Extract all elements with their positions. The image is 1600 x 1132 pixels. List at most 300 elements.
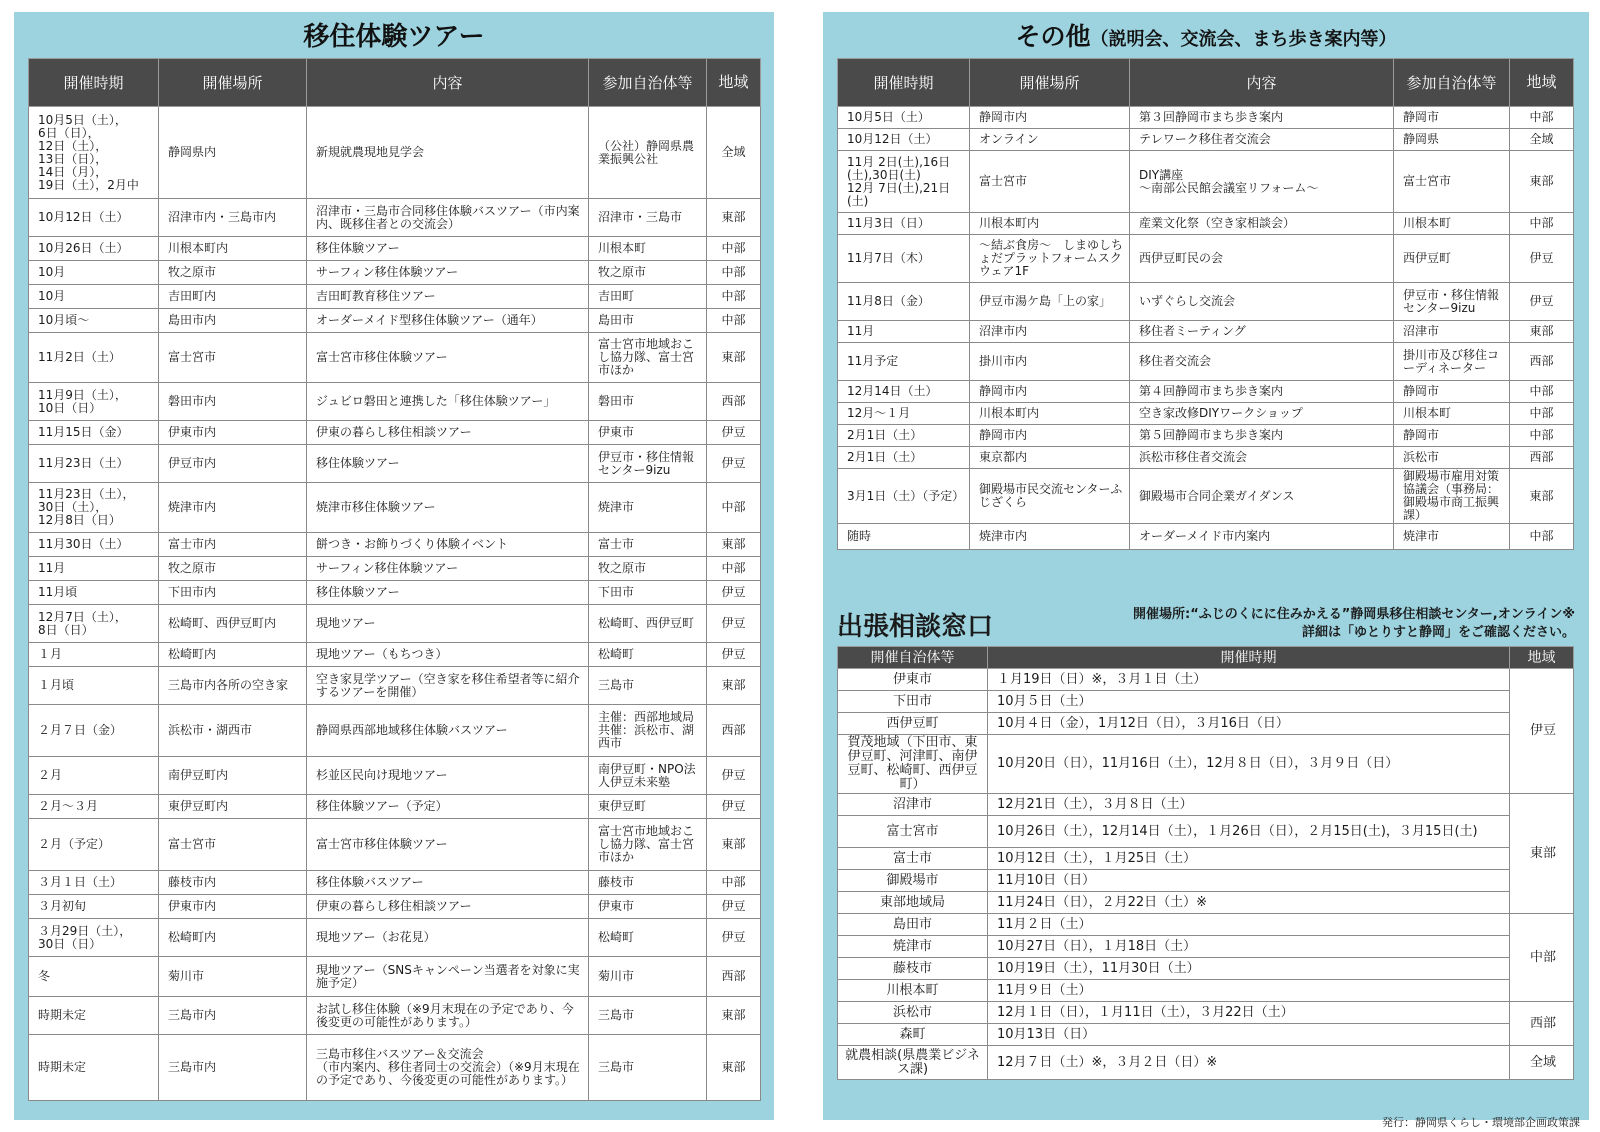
tour-place: 三島市内各所の空き家 — [159, 667, 307, 705]
tour-region: 中部 — [707, 309, 761, 333]
event-row — [838, 425, 1574, 447]
event-row — [838, 381, 1574, 403]
event-row — [838, 283, 1574, 321]
tour-content: 移住体験バスツアー — [307, 871, 589, 895]
other-title-main: その他 — [1015, 22, 1091, 51]
tour-date: 10月26日（土） — [29, 237, 159, 261]
tour-content: 富士宮市移住体験ツアー — [307, 333, 589, 383]
event-org: 静岡県 — [1394, 129, 1510, 151]
consult-muni: 下田市 — [838, 691, 988, 713]
event-place: 掛川市内 — [970, 343, 1130, 381]
event-place: 静岡市内 — [970, 107, 1130, 129]
tour-place: 浜松市・湖西市 — [159, 705, 307, 757]
tour-org: 三島市 — [589, 997, 707, 1035]
tour-org: 伊東市 — [589, 895, 707, 919]
tour-org: 焼津市 — [589, 483, 707, 533]
tour-content: お試し移住体験（※9月末現在の予定であり、今後変更の可能性があります。） — [307, 997, 589, 1035]
event-place: 川根本町内 — [970, 403, 1130, 425]
consult-dates: 10月12日（土），１月25日（土） — [988, 848, 1510, 870]
tour-place: 南伊豆町内 — [159, 757, 307, 795]
tour-org: 川根本町 — [589, 237, 707, 261]
tour-region: 中部 — [707, 237, 761, 261]
tour-date: 冬 — [29, 957, 159, 997]
consult-note-line2: 詳細は「ゆとりすと静岡」をご確認ください。 — [1301, 625, 1575, 640]
tour-place: 富士宮市 — [159, 333, 307, 383]
tour-date: 11月23日（土） — [29, 445, 159, 483]
tour-row — [29, 533, 761, 557]
consult-table-header — [838, 647, 1574, 669]
tour-date: ２月 — [29, 757, 159, 795]
header-place: 開催場所 — [159, 59, 307, 107]
tour-content: 移住体験ツアー — [307, 445, 589, 483]
event-content: DIY講座 ～南部公民館会議室リフォーム～ — [1130, 151, 1394, 213]
event-table — [837, 58, 1574, 550]
tour-place: 伊東市内 — [159, 895, 307, 919]
event-row — [838, 321, 1574, 343]
event-region: 中部 — [1510, 381, 1574, 403]
tour-place: 牧之原市 — [159, 261, 307, 285]
event-org: 焼津市 — [1394, 524, 1510, 550]
event-content: 産業文化祭（空き家相談会） — [1130, 213, 1394, 235]
tour-region: 伊豆 — [707, 895, 761, 919]
tour-date: 10月 — [29, 261, 159, 285]
event-place: 焼津市内 — [970, 524, 1130, 550]
event-row — [838, 343, 1574, 381]
tour-org: 沼津市・三島市 — [589, 199, 707, 237]
consult-dates: 10月19日（土），11月30日（土） — [988, 958, 1510, 980]
tour-org: 伊豆市・移住情報センター9izu — [589, 445, 707, 483]
consult-row — [838, 1002, 1574, 1024]
event-org: 沼津市 — [1394, 321, 1510, 343]
event-date: 11月予定 — [838, 343, 970, 381]
tour-date: ２月～３月 — [29, 795, 159, 819]
event-place: 沼津市内 — [970, 321, 1130, 343]
tour-date: 11月2日（土） — [29, 333, 159, 383]
tour-org: 富士市 — [589, 533, 707, 557]
event-place: 伊豆市湯ケ島「上の家」 — [970, 283, 1130, 321]
tour-region: 伊豆 — [707, 445, 761, 483]
event-date: 2月1日（土） — [838, 447, 970, 469]
tour-table-header — [29, 59, 761, 107]
header-region: 地域 — [1510, 647, 1574, 669]
consult-row — [838, 794, 1574, 816]
consult-muni: 御殿場市 — [838, 870, 988, 892]
tour-date: 11月 — [29, 557, 159, 581]
tour-place: 富士宮市 — [159, 819, 307, 871]
event-place: オンライン — [970, 129, 1130, 151]
event-content: 御殿場市合同企業ガイダンス — [1130, 469, 1394, 524]
consult-table — [837, 646, 1574, 1080]
event-region: 全域 — [1510, 129, 1574, 151]
tour-place: 菊川市 — [159, 957, 307, 997]
consult-row — [838, 870, 1574, 892]
tour-org: 松崎町、西伊豆町 — [589, 605, 707, 643]
event-place: 東京都内 — [970, 447, 1130, 469]
tour-region: 中部 — [707, 261, 761, 285]
tour-content: 空き家見学ツアー（空き家を移住希望者等に紹介するツアーを開催） — [307, 667, 589, 705]
consult-muni: 富士宮市 — [838, 816, 988, 848]
tour-date: ３月初旬 — [29, 895, 159, 919]
event-row — [838, 524, 1574, 550]
tour-place: 静岡県内 — [159, 107, 307, 199]
event-org: 掛川市及び移住コーディネーター — [1394, 343, 1510, 381]
tour-org: （公社）静岡県農業振興公社 — [589, 107, 707, 199]
event-place: ～結ぶ食房～ しまゆしちょだプラットフォームスクウェア1F — [970, 235, 1130, 283]
consult-dates: 11月２日（土） — [988, 914, 1510, 936]
consult-muni: 富士市 — [838, 848, 988, 870]
tour-place: 沼津市内・三島市内 — [159, 199, 307, 237]
consult-dates: 11月10日（日） — [988, 870, 1510, 892]
tour-region: 東部 — [707, 199, 761, 237]
tour-place: 富士市内 — [159, 533, 307, 557]
consult-table-body — [838, 669, 1574, 1080]
event-row — [838, 235, 1574, 283]
tour-row — [29, 605, 761, 643]
tour-org: 松崎町 — [589, 643, 707, 667]
tour-content: 静岡県西部地域移住体験バスツアー — [307, 705, 589, 757]
tour-date: 10月 — [29, 285, 159, 309]
consult-muni: 焼津市 — [838, 936, 988, 958]
tour-place: 島田市内 — [159, 309, 307, 333]
tour-region: 伊豆 — [707, 421, 761, 445]
tour-row — [29, 795, 761, 819]
tour-date: 11月頃 — [29, 581, 159, 605]
tour-content: 餅つき・お飾りづくり体験イベント — [307, 533, 589, 557]
consult-muni: 藤枝市 — [838, 958, 988, 980]
tour-region: 東部 — [707, 819, 761, 871]
tour-region: 東部 — [707, 333, 761, 383]
tour-content: 新規就農現地見学会 — [307, 107, 589, 199]
tour-date: ３月１日（土） — [29, 871, 159, 895]
tour-row — [29, 957, 761, 997]
tour-region: 伊豆 — [707, 605, 761, 643]
tour-row — [29, 757, 761, 795]
tour-place: 伊豆市内 — [159, 445, 307, 483]
event-content: 移住者交流会 — [1130, 343, 1394, 381]
tour-region: 西部 — [707, 705, 761, 757]
event-content: いずぐらし交流会 — [1130, 283, 1394, 321]
consult-dates: 10月５日（土） — [988, 691, 1510, 713]
tour-place: 下田市内 — [159, 581, 307, 605]
consult-row — [838, 713, 1574, 735]
tour-row — [29, 557, 761, 581]
tour-place: 三島市内 — [159, 997, 307, 1035]
tour-org: 松崎町 — [589, 919, 707, 957]
event-date: 11月7日（木） — [838, 235, 970, 283]
event-row — [838, 469, 1574, 524]
tour-row — [29, 445, 761, 483]
consult-row — [838, 1024, 1574, 1046]
event-content: テレワーク移住者交流会 — [1130, 129, 1394, 151]
event-region: 西部 — [1510, 343, 1574, 381]
event-date: 2月1日（土） — [838, 425, 970, 447]
tour-table — [28, 58, 761, 1101]
tour-content: 現地ツアー（SNSキャンペーン当選者を対象に実施予定） — [307, 957, 589, 997]
tour-region: 中部 — [707, 483, 761, 533]
consult-note-line1: 開催場所:“ふじのくにに住みかえる”静岡県移住相談センター,オンライン※ — [1133, 607, 1575, 622]
consult-muni: 森町 — [838, 1024, 988, 1046]
tour-region: 伊豆 — [707, 795, 761, 819]
tour-date: ２月７日（金） — [29, 705, 159, 757]
tour-row — [29, 819, 761, 871]
event-content: 移住者ミーティング — [1130, 321, 1394, 343]
tour-org: 伊東市 — [589, 421, 707, 445]
event-content: オーダーメイド市内案内 — [1130, 524, 1394, 550]
event-date: 11月3日（日） — [838, 213, 970, 235]
consult-muni: 東部地域局 — [838, 892, 988, 914]
consult-dates: 12月１日（日），１月11日（土），３月22日（土） — [988, 1002, 1510, 1024]
event-org: 富士宮市 — [1394, 151, 1510, 213]
tour-region: 東部 — [707, 533, 761, 557]
event-row — [838, 403, 1574, 425]
consult-muni: 沼津市 — [838, 794, 988, 816]
tour-org: 東伊豆町 — [589, 795, 707, 819]
event-date: 11月 2日(土),16日(土),30日(土) 12月 7日(土),21日(土) — [838, 151, 970, 213]
tour-place: 焼津市内 — [159, 483, 307, 533]
tour-row — [29, 667, 761, 705]
tour-row — [29, 997, 761, 1035]
event-row — [838, 213, 1574, 235]
consult-row — [838, 936, 1574, 958]
other-title-sub: （説明会、交流会、まち歩き案内等） — [1090, 29, 1397, 50]
tour-region: 伊豆 — [707, 643, 761, 667]
tour-content: 現地ツアー（もちつき） — [307, 643, 589, 667]
tour-content: 移住体験ツアー — [307, 581, 589, 605]
tour-content: 移住体験ツアー（予定） — [307, 795, 589, 819]
event-org: 御殿場市雇用対策協議会（事務局：御殿場市商工振興課） — [1394, 469, 1510, 524]
tour-row — [29, 333, 761, 383]
event-place: 富士宮市 — [970, 151, 1130, 213]
event-region: 西部 — [1510, 447, 1574, 469]
tour-region: 東部 — [707, 1035, 761, 1101]
header-content: 内容 — [307, 59, 589, 107]
event-org: 伊豆市・移住情報センター9izu — [1394, 283, 1510, 321]
event-table-body — [838, 107, 1574, 550]
tour-date: 11月9日（土）， 10日（日） — [29, 383, 159, 421]
tour-org: 南伊豆町・NPO法人伊豆未来塾 — [589, 757, 707, 795]
header-content: 内容 — [1130, 59, 1394, 107]
header-org: 参加自治体等 — [589, 59, 707, 107]
header-region — [1510, 59, 1574, 107]
consult-dates: 12月７日（土）※，３月２日（日）※ — [988, 1046, 1510, 1080]
tour-content: 富士宮市移住体験ツアー — [307, 819, 589, 871]
consult-row — [838, 914, 1574, 936]
tour-row — [29, 581, 761, 605]
tour-org: 富士宮市地域おこし協力隊、富士宮市ほか — [589, 333, 707, 383]
tour-row — [29, 919, 761, 957]
tour-place: 松崎町、西伊豆町内 — [159, 605, 307, 643]
tour-org: 菊川市 — [589, 957, 707, 997]
consult-row — [838, 848, 1574, 870]
consult-dates: 10月27日（日），１月18日（土） — [988, 936, 1510, 958]
tour-content: 三島市移住バスツアー＆交流会 （市内案内、移住者同士の交流会）（※9月末現在の予定であり、今後変更の可能性があります。） — [307, 1035, 589, 1101]
tour-row — [29, 643, 761, 667]
header-org: 参加自治体等 — [1394, 59, 1510, 107]
event-date: 10月12日（土） — [838, 129, 970, 151]
tour-date: １月 — [29, 643, 159, 667]
header-region — [707, 59, 761, 107]
consult-muni: 賀茂地域（下田市、東伊豆町、河津町、南伊豆町、松崎町、西伊豆町） — [838, 735, 988, 794]
tour-row — [29, 1035, 761, 1101]
header-muni: 開催自治体等 — [838, 647, 988, 669]
tour-org: 藤枝市 — [589, 871, 707, 895]
tour-org: 磐田市 — [589, 383, 707, 421]
event-content: 浜松市移住者交流会 — [1130, 447, 1394, 469]
tour-date: 11月30日（土） — [29, 533, 159, 557]
tour-content: 焼津市移住体験ツアー — [307, 483, 589, 533]
consult-row — [838, 691, 1574, 713]
tour-row — [29, 895, 761, 919]
event-region: 東部 — [1510, 321, 1574, 343]
tour-date: 10月12日（土） — [29, 199, 159, 237]
event-date: 10月5日（土） — [838, 107, 970, 129]
event-content: 西伊豆町民の会 — [1130, 235, 1394, 283]
tour-org: 三島市 — [589, 667, 707, 705]
consult-dates: 10月26日（土），12月14日（土），１月26日（日），２月15日(土)，３月15日(土) — [988, 816, 1510, 848]
event-row — [838, 151, 1574, 213]
tour-region: 西部 — [707, 383, 761, 421]
tour-content: 現地ツアー（お花見） — [307, 919, 589, 957]
event-org: 浜松市 — [1394, 447, 1510, 469]
consult-dates: 10月４日（金），1月12日（日），３月16日（日） — [988, 713, 1510, 735]
event-region: 中部 — [1510, 107, 1574, 129]
publisher-credit: 発行：静岡県くらし・環境部企画政策課 — [1382, 1116, 1580, 1129]
event-place: 御殿場市民交流センターふじざくら — [970, 469, 1130, 524]
event-place: 川根本町内 — [970, 213, 1130, 235]
tour-region: 伊豆 — [707, 919, 761, 957]
tour-row — [29, 421, 761, 445]
consult-row — [838, 980, 1574, 1002]
tour-region: 中部 — [707, 285, 761, 309]
tour-place: 東伊豆町内 — [159, 795, 307, 819]
tour-region: 東部 — [707, 997, 761, 1035]
tour-panel-title: 移住体験ツアー — [303, 22, 485, 52]
consult-muni: 西伊豆町 — [838, 713, 988, 735]
event-place: 静岡市内 — [970, 381, 1130, 403]
tour-place: 牧之原市 — [159, 557, 307, 581]
consult-row — [838, 816, 1574, 848]
tour-org: 吉田町 — [589, 285, 707, 309]
event-org: 川根本町 — [1394, 403, 1510, 425]
header-region-label: 地域 — [718, 73, 749, 91]
consult-muni: 島田市 — [838, 914, 988, 936]
tour-row — [29, 309, 761, 333]
event-content: 空き家改修DIYワークショップ — [1130, 403, 1394, 425]
tour-region: 伊豆 — [707, 757, 761, 795]
tour-date: 11月15日（金） — [29, 421, 159, 445]
consult-dates: 11月９日（土） — [988, 980, 1510, 1002]
event-content: 第５回静岡市まち歩き案内 — [1130, 425, 1394, 447]
event-org: 静岡市 — [1394, 381, 1510, 403]
tour-content: サーフィン移住体験ツアー — [307, 557, 589, 581]
consult-dates: １月19日（日）※，３月１日（土） — [988, 669, 1510, 691]
tour-place: 伊東市内 — [159, 421, 307, 445]
consult-row — [838, 735, 1574, 794]
consult-row — [838, 669, 1574, 691]
tour-row — [29, 483, 761, 533]
consult-dates: 10月20日（日），11月16日（土），12月８日（日），３月９日（日） — [988, 735, 1510, 794]
event-content: 第３回静岡市まち歩き案内 — [1130, 107, 1394, 129]
event-region: 伊豆 — [1510, 235, 1574, 283]
header-place: 開催場所 — [970, 59, 1130, 107]
consult-row — [838, 958, 1574, 980]
tour-content: 杉並区民向け現地ツアー — [307, 757, 589, 795]
tour-org: 主催：西部地域局 共催：浜松市、湖西市 — [589, 705, 707, 757]
tour-region: 西部 — [707, 957, 761, 997]
header-dates: 開催時期 — [988, 647, 1510, 669]
event-region: 東部 — [1510, 151, 1574, 213]
tour-place: 磐田市内 — [159, 383, 307, 421]
tour-org: 島田市 — [589, 309, 707, 333]
tour-org: 富士宮市地域おこし協力隊、富士宮市ほか — [589, 819, 707, 871]
tour-region: 全域 — [707, 107, 761, 199]
header-date: 開催時期 — [29, 59, 159, 107]
event-region: 中部 — [1510, 524, 1574, 550]
consult-title: 出張相談窓口 — [837, 612, 994, 642]
tour-row — [29, 383, 761, 421]
tour-place: 藤枝市内 — [159, 871, 307, 895]
tour-content: ジュビロ磐田と連携した「移住体験ツアー」 — [307, 383, 589, 421]
consult-note — [1133, 606, 1575, 642]
consult-muni: 伊東市 — [838, 669, 988, 691]
tour-content: オーダーメイド型移住体験ツアー（通年） — [307, 309, 589, 333]
tour-content: 沼津市・三島市合同移住体験バスツアー（市内案内、既移住者との交流会） — [307, 199, 589, 237]
tour-org: 牧之原市 — [589, 261, 707, 285]
event-date: 11月8日（金） — [838, 283, 970, 321]
event-date: 11月 — [838, 321, 970, 343]
tour-place: 松崎町内 — [159, 643, 307, 667]
consult-region: 全域 — [1510, 1046, 1574, 1080]
tour-date: 11月23日（土）， 30日（土）， 12月8日（日） — [29, 483, 159, 533]
event-date: 随時 — [838, 524, 970, 550]
consult-region: 西部 — [1510, 1002, 1574, 1046]
event-table-header — [838, 59, 1574, 107]
event-org: 川根本町 — [1394, 213, 1510, 235]
tour-row — [29, 705, 761, 757]
tour-content: 移住体験ツアー — [307, 237, 589, 261]
consult-muni: 就農相談(県農業ビジネス課) — [838, 1046, 988, 1080]
tour-region: 東部 — [707, 667, 761, 705]
event-org: 西伊豆町 — [1394, 235, 1510, 283]
event-date: 12月14日（土） — [838, 381, 970, 403]
tour-region: 中部 — [707, 871, 761, 895]
tour-date: 10月頃～ — [29, 309, 159, 333]
consult-row — [838, 892, 1574, 914]
tour-row — [29, 107, 761, 199]
event-region: 中部 — [1510, 425, 1574, 447]
consult-row — [838, 1046, 1574, 1080]
consult-region: 伊豆 — [1510, 669, 1574, 794]
event-place: 静岡市内 — [970, 425, 1130, 447]
tour-row — [29, 871, 761, 895]
tour-date: 12月7日（土）， 8日（日） — [29, 605, 159, 643]
consult-dates: 12月21日（土），３月８日（土） — [988, 794, 1510, 816]
header-region-label: 地域 — [1526, 73, 1557, 91]
tour-row — [29, 261, 761, 285]
tour-place: 川根本町内 — [159, 237, 307, 261]
tour-content: 伊東の暮らし移住相談ツアー — [307, 895, 589, 919]
tour-place: 松崎町内 — [159, 919, 307, 957]
consult-region: 東部 — [1510, 794, 1574, 914]
tour-org: 三島市 — [589, 1035, 707, 1101]
event-content: 第４回静岡市まち歩き案内 — [1130, 381, 1394, 403]
consult-dates: 10月13日（日） — [988, 1024, 1510, 1046]
tour-table-body — [29, 107, 761, 1101]
event-region: 伊豆 — [1510, 283, 1574, 321]
event-region: 東部 — [1510, 469, 1574, 524]
tour-date: ２月（予定） — [29, 819, 159, 871]
event-date: 12月～１月 — [838, 403, 970, 425]
